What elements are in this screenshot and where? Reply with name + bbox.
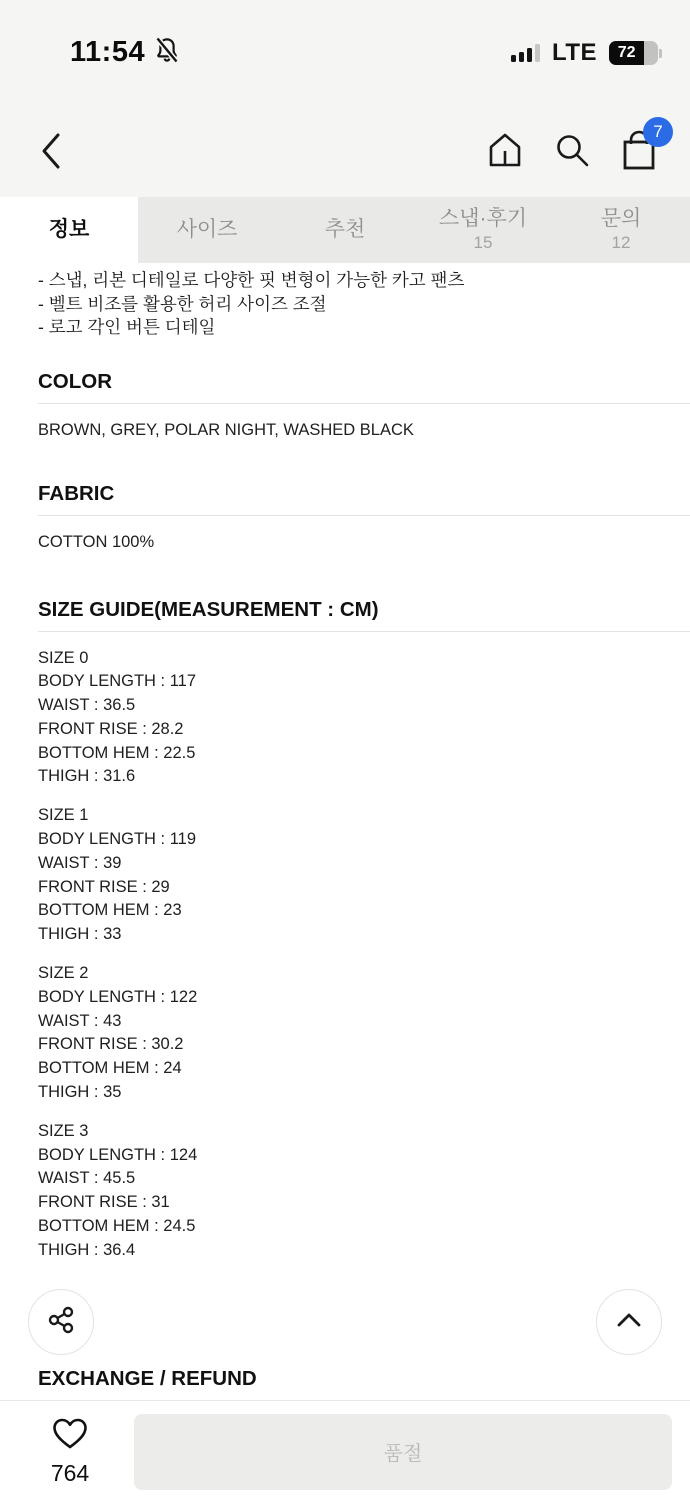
scroll-to-top-button[interactable] [596,1289,662,1355]
tab-label: 정보 [48,218,90,242]
size-measure: WAIST : 36.5 [38,696,136,715]
size-measure: THIGH : 31.6 [38,767,136,786]
battery-icon [609,41,662,65]
tab-bar [0,197,690,263]
size-name: SIZE 1 [38,806,89,825]
size-block-0 [38,647,690,790]
cellular-signal-icon [511,44,540,62]
nav-bar [0,75,690,197]
size-guide-title: SIZE GUIDE(MEASUREMENT : CM) [38,598,690,632]
description-line: - 로고 각인 버튼 디테일 [38,317,216,337]
carrier-label: LTE [551,39,597,66]
nav-actions [484,122,663,175]
tab-count: 12 [611,233,631,253]
floating-actions [28,1289,662,1355]
tab-recommend[interactable] [276,197,414,263]
size-measure: BOTTOM HEM : 24.5 [38,1217,196,1236]
tab-label: 추천 [324,218,366,242]
size-measure: BODY LENGTH : 124 [38,1145,198,1164]
like-count: 764 [50,1459,90,1486]
heart-icon [51,1417,89,1454]
size-measure: BODY LENGTH : 119 [38,830,197,849]
tab-label: 스냅·후기 [438,207,528,231]
size-block-1 [38,804,690,947]
size-measure: WAIST : 45.5 [38,1169,136,1188]
size-measure: FRONT RISE : 29 [38,877,170,896]
cart-badge: 7 [643,117,673,147]
purchase-bar [0,1414,690,1490]
tab-size[interactable] [138,197,276,263]
size-measure: WAIST : 39 [38,853,122,872]
bell-slash-icon [153,36,181,69]
like-button[interactable] [42,1417,98,1487]
fabric-section-value: COTTON 100% [38,532,155,551]
size-measure: FRONT RISE : 28.2 [38,719,184,738]
search-icon [552,130,592,173]
divider [0,1400,690,1401]
size-measure: THIGH : 33 [38,925,122,944]
tab-info[interactable] [0,197,138,263]
status-left [70,36,181,69]
size-measure: THIGH : 35 [38,1083,122,1102]
share-icon [45,1304,77,1339]
exchange-refund-title: EXCHANGE / REFUND [38,1366,257,1390]
description-line: - 스냅, 리본 디테일로 다양한 핏 변형이 가능한 카고 팬츠 [38,270,465,290]
size-guide-section [38,598,690,1263]
size-measure: BODY LENGTH : 117 [38,672,197,691]
tab-label: 사이즈 [176,218,238,242]
size-measure: WAIST : 43 [38,1011,122,1030]
size-measure: FRONT RISE : 30.2 [38,1035,184,1054]
size-block-2 [38,962,690,1105]
search-button[interactable] [552,130,592,173]
size-name: SIZE 3 [38,1121,89,1140]
color-section-title: COLOR [38,370,690,404]
fabric-section-title: FABRIC [38,482,690,516]
size-measure: FRONT RISE : 31 [38,1193,170,1212]
product-description [38,269,690,340]
home-icon [484,129,526,174]
size-name: SIZE 0 [38,648,89,667]
size-measure: BOTTOM HEM : 22.5 [38,743,196,762]
tab-count: 15 [473,233,493,253]
tab-label: 문의 [600,207,642,231]
product-info-content [0,263,690,1401]
tab-snap-reviews[interactable] [414,197,552,263]
status-bar [0,0,690,75]
size-block-3 [38,1120,690,1263]
chevron-up-icon [614,1310,644,1333]
size-measure: BOTTOM HEM : 23 [38,901,182,920]
back-icon [38,130,64,175]
sold-out-button[interactable]: 품절 [134,1414,672,1490]
back-button[interactable] [38,130,64,175]
battery-percent: 72 [609,41,644,65]
fabric-section [38,482,690,552]
status-right [511,39,662,69]
clock: 11:54 [70,36,146,68]
cart-button[interactable] [618,122,663,175]
size-measure: BODY LENGTH : 122 [38,987,198,1006]
home-button[interactable] [484,129,526,174]
color-section-value: BROWN, GREY, POLAR NIGHT, WASHED BLACK [38,420,414,439]
size-name: SIZE 2 [38,964,89,983]
size-measure: BOTTOM HEM : 24 [38,1059,182,1078]
color-section [38,370,690,440]
tab-inquiry[interactable] [552,197,690,263]
description-line: - 벨트 비조를 활용한 허리 사이즈 조절 [38,293,327,314]
share-button[interactable] [28,1289,94,1355]
size-measure: THIGH : 36.4 [38,1240,136,1259]
